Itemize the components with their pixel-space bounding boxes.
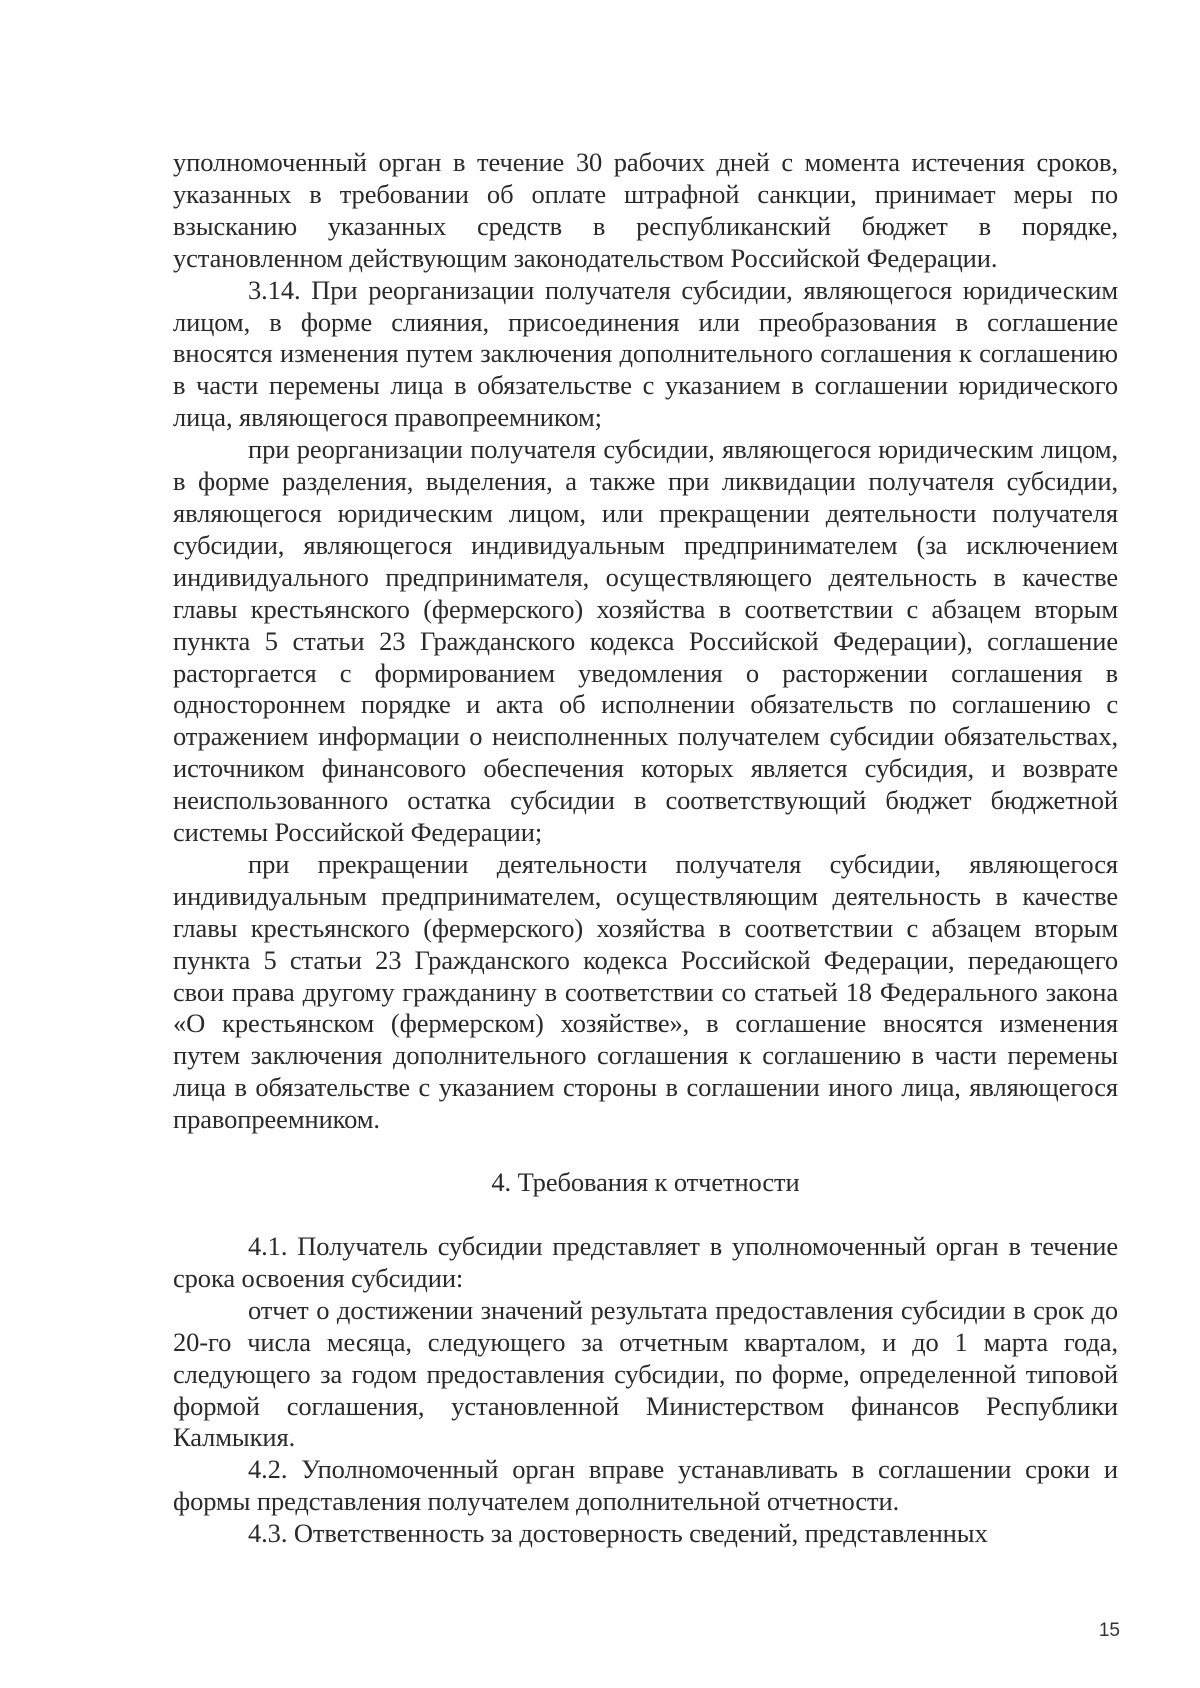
paragraph-reorganization-division: при реорганизации получателя субсидии, являющегося юридическим лицом, в форме разделения, выделения, а также при ликвидации получателя субсидии, являющегося юридическим лицом, или прекращении деятельности получателя субсидии, являющегося индивидуальным предпринимателем (за исключением индивидуального предпринимателя, осуществляющего деятельность в качестве главы крестьянского (фермерского) хозяйства в соответствии с абзацем вторым пункта 5 статьи 23 Гражданского кодекса Российской Федерации), соглашение расторгается с формированием уведомления о расторжении соглашения в одностороннем порядке и акта об исполнении обязательств по соглашению с отражением информации о неисполненных получателем субсидии обязательствах, источником финансового обеспечения которых является субсидия, и возврате неиспользованного остатка субсидии в соответствующий бюджет бюджетной системы Российской Федерации; [173, 434, 1118, 848]
paragraph-3-14: 3.14. При реорганизации получателя субсидии, являющегося юридическим лицом, в форме слияния, присоединения или преобразования в соглашение вносятся изменения путем заключения дополнительного соглашения к соглашению в части перемены лица в обязательстве с указанием в соглашении юридического лица, являющегося правопреемником; [173, 274, 1118, 433]
section-heading: 4. Требования к отчетности [491, 1167, 800, 1198]
paragraph-termination-entrepreneur: при прекращении деятельности получателя субсидии, являющегося индивидуальным предпринимателем, осуществляющим деятельность в качестве главы крестьянского (фермерского) хозяйства в соответствии с абзацем вторым пункта 5 статьи 23 Гражданского кодекса Российской Федерации, передающего свои права другому гражданину в соответствии со статьей 18 Федерального закона «О крестьянском (фермерском) хозяйстве», в соглашение вносятся изменения путем заключения дополнительного соглашения к соглашению в части перемены лица в обязательстве с указанием стороны в соглашении иного лица, являющегося правопреемником. [173, 848, 1118, 1135]
paragraph-report: отчет о достижении значений результата предоставления субсидии в срок до 20-го числа месяца, следующего за отчетным кварталом, и до 1 марта года, следующего за годом предоставления субсидии, по форме, определенной типовой формой соглашения, установленной Министерством финансов Республики Калмыкия. [173, 1294, 1118, 1453]
paragraph-4-3: 4.3. Ответственность за достоверность сведений, представленных [248, 1518, 988, 1549]
paragraph-continuation: уполномоченный орган в течение 30 рабочих дней с момента истечения сроков, указанных в требовании об оплате штрафной санкции, принимает меры по взысканию указанных средств в республиканский бюджет в порядке, установленном действующим законодательством Российской Федерации. [173, 147, 1118, 273]
page-number: 15 [1098, 1620, 1120, 1641]
paragraph-4-1: 4.1. Получатель субсидии представляет в уполномоченный орган в течение срока освоения субсидии: [173, 1231, 1118, 1293]
document-body [173, 147, 1118, 1550]
paragraph-4-2: 4.2. Уполномоченный орган вправе устанавливать в соглашении сроки и формы представления получателем дополнительной отчетности. [173, 1454, 1118, 1517]
